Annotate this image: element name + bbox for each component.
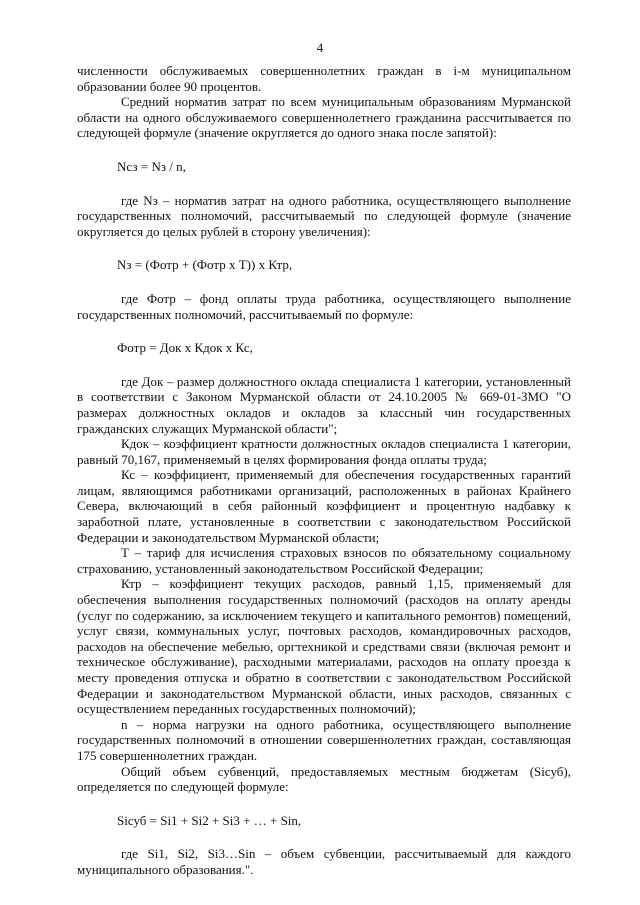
paragraph-ks-definition: Кс – коэффициент, применяемый для обеспечения государственных гарантий лицам, являющимся работниками организаций, расположенных в районах Крайнего Севера, включающий в себя районный коэффициент и процентную надбавку к заработной плате, установленные в соответствии с законодательством Российской Федерации и законодательством Мурманской области; — [77, 467, 571, 545]
paragraph-nz-definition: где Nз – норматив затрат на одного работника, осуществляющего выполнение государственных полномочий, рассчитываемый по следующей формуле (значение округляется до целых рублей в сторону увеличения): — [77, 192, 571, 239]
paragraph-fotr-definition: где Фотр – фонд оплаты труда работника, осуществляющего выполнение государственных полномочий, рассчитываемый по формуле: — [77, 290, 571, 322]
formula-nz: Nз = (Фотр + (Фотр x Т)) x Ктр, — [117, 257, 293, 273]
paragraph-kdok-definition: Кдок – коэффициент кратности должностных окладов специалиста 1 категории, равный 70,167, применяемый в целях формирования фонда оплаты труда; — [77, 436, 571, 467]
formula-fotr: Фотр = Док x Кдок x Кс, — [117, 340, 253, 356]
paragraph-average-norm: Средний норматив затрат по всем муниципальным образованиям Мурманской области на одного обслуживаемого совершеннолетнего гражданина рассчитывается по следующей формуле (значение округляется до одного знака после запятой): — [77, 94, 571, 141]
paragraph-si-definition: где Si1, Si2, Si3…Sin – объем субвенции, рассчитываемый для каждого муниципального образования.". — [77, 846, 571, 877]
paragraph-n-definition: n – норма нагрузки на одного работника, осуществляющего выполнение государственных полномочий в отношении совершеннолетних граждан, составляющая 175 совершеннолетних граждан. — [77, 716, 571, 763]
formula-sisub: Siсуб = Si1 + Si2 + Si3 + … + Sin, — [117, 812, 302, 828]
paragraph-continuation: численности обслуживаемых совершеннолетних граждан в i-м муниципальном образовании более 90 процентов. — [77, 63, 571, 94]
paragraph-total-subventions: Общий объем субвенций, предоставляемых местным бюджетам (Siсуб), определяется по следующей формуле: — [77, 763, 571, 795]
formula-ncz: Nсз = Nз / n, — [117, 158, 186, 174]
paragraph-dok-definition: где Док – размер должностного оклада специалиста 1 категории, установленный в соответствии с Законом Мурманской области от 24.10.2005 № 669-01-ЗМО "О размерах должностных окладов и окладов за классный чин государственных гражданских служащих Мурманской области"; — [77, 373, 571, 436]
paragraph-t-definition: Т – тариф для исчисления страховых взносов по обязательному социальному страхованию, установленный законодательством Российской Федерации; — [77, 545, 571, 576]
page-number: 4 — [316, 40, 324, 55]
paragraph-ktr-definition: Ктр – коэффициент текущих расходов, равный 1,15, применяемый для обеспечения выполнения государственных полномочий (расходов на оплату аренды (услуг по содержанию, за исключением текущего и капитального ремонтов) помещений, услуг связи, коммунальных услуг, почтовых расходов, командировочных расходов, расходов на обеспечение мебелью, оргтехникой и средствами связи (включая ремонт и техническое обслуживание), расходными материалами, расходов на оплату проезда к месту проведения отпуска и обратно в соответствии с законодательством Российской Федерации и законодательством Мурманской области, иных расходов, связанных с осуществлением переданных государственных полномочий); — [77, 576, 571, 717]
document-body — [77, 63, 571, 878]
